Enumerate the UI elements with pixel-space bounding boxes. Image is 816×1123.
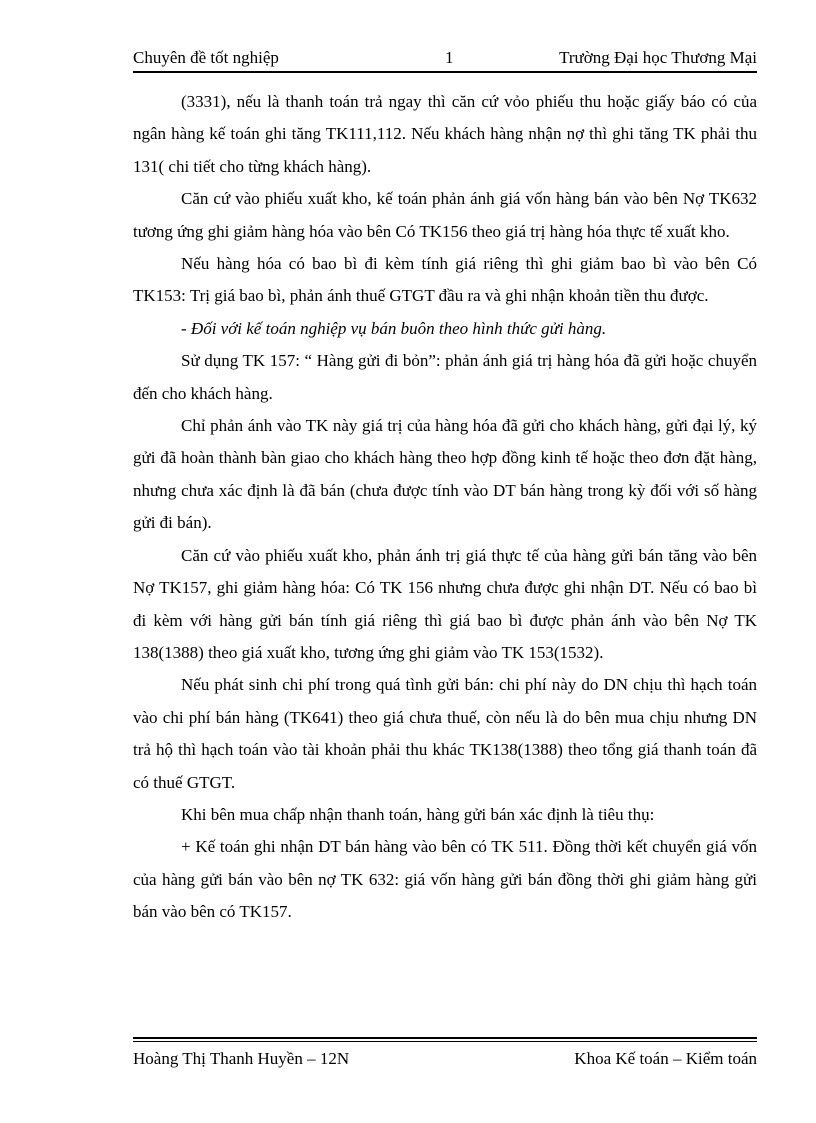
- section-subheading: - Đối với kế toán nghiệp vụ bán buôn theo hình thức gửi hàng.: [181, 318, 607, 338]
- footer-author: Hoàng Thị Thanh Huyền – 12N: [133, 1049, 350, 1068]
- header-page-number: 1: [445, 48, 454, 67]
- footer-department: Khoa Kế toán – Kiểm toán: [574, 1049, 757, 1068]
- paragraph: + Kế toán ghi nhận DT bán hàng vào bên có TK 511. Đồng thời kết chuyển giá vốn của hàng gửi bán vào bên nợ TK 632: giá vốn hàng gửi bán đồng thời ghi giảm hàng gửi bán vào bên có TK157.: [133, 837, 757, 922]
- footer-divider-bottom: [133, 1041, 757, 1042]
- page-footer: [133, 1049, 757, 1073]
- paragraph: Nếu phát sinh chi phí trong quá tình gửi bán: chi phí này do DN chịu thì hạch toán vào chi phí bán hàng (TK641) theo giá chưa thuế, còn nếu là do bên mua chịu nhưng DN trả hộ thì hạch toán vào tài khoản phải thu khác TK138(1388) theo tổng giá thanh toán đã có thuế GTGT.: [133, 675, 757, 792]
- header-university-name: Trường Đại học Thương Mại: [559, 48, 757, 67]
- page-header: [133, 46, 757, 72]
- paragraph: Căn cứ vào phiếu xuất kho, phản ánh trị giá thực tế của hàng gửi bán tăng vào bên Nợ TK157, ghi giảm hàng hóa: Có TK 156 nhưng chưa được ghi nhận DT. Nếu có bao bì đi kèm với hàng gửi bán tính giá riêng thì giá bao bì được phản ánh vào bên Nợ TK 138(1388) theo giá xuất kho, tương ứng ghi giảm vào TK 153(1532).: [133, 545, 757, 662]
- paragraph: Khi bên mua chấp nhận thanh toán, hàng gửi bán xác định là tiêu thụ:: [181, 804, 655, 824]
- header-document-title: Chuyên đề tốt nghiệp: [133, 48, 279, 67]
- paragraph: Nếu hàng hóa có bao bì đi kèm tính giá riêng thì ghi giảm bao bì vào bên Có TK153: Trị giá bao bì, phản ánh thuế GTGT đầu ra và ghi nhận khoản tiền thu được.: [133, 254, 757, 306]
- paragraph: Căn cứ vào phiếu xuất kho, kế toán phản ánh giá vốn hàng bán vào bên Nợ TK632 tương ứng ghi giảm hàng hóa vào bên Có TK156 theo giá trị hàng hóa thực tế xuất kho.: [133, 189, 757, 241]
- header-divider: [133, 71, 757, 73]
- paragraph: Chỉ phản ánh vào TK này giá trị của hàng hóa đã gửi cho khách hàng, gửi đại lý, ký gửi đã hoàn thành bàn giao cho khách hàng theo hợp đồng kinh tế hoặc theo đơn đặt hàng, nhưng chưa xác định là đã bán (chưa được tính vào DT bán hàng trong kỳ đối với số hàng gửi đi bán).: [133, 416, 757, 533]
- paragraph: (3331), nếu là thanh toán trả ngay thì căn cứ vỏo phiếu thu hoặc giấy báo có của ngân hàng kế toán ghi tăng TK111,112. Nếu khách hàng nhận nợ thì ghi tăng TK phải thu 131( chi tiết cho từng khách hàng).: [133, 92, 757, 176]
- paragraph: Sử dụng TK 157: “ Hàng gửi đi bỏn”: phản ánh giá trị hàng hóa đã gửi hoặc chuyển đến cho khách hàng.: [133, 351, 757, 403]
- footer-divider-top: [133, 1037, 757, 1039]
- document-body: [133, 86, 757, 929]
